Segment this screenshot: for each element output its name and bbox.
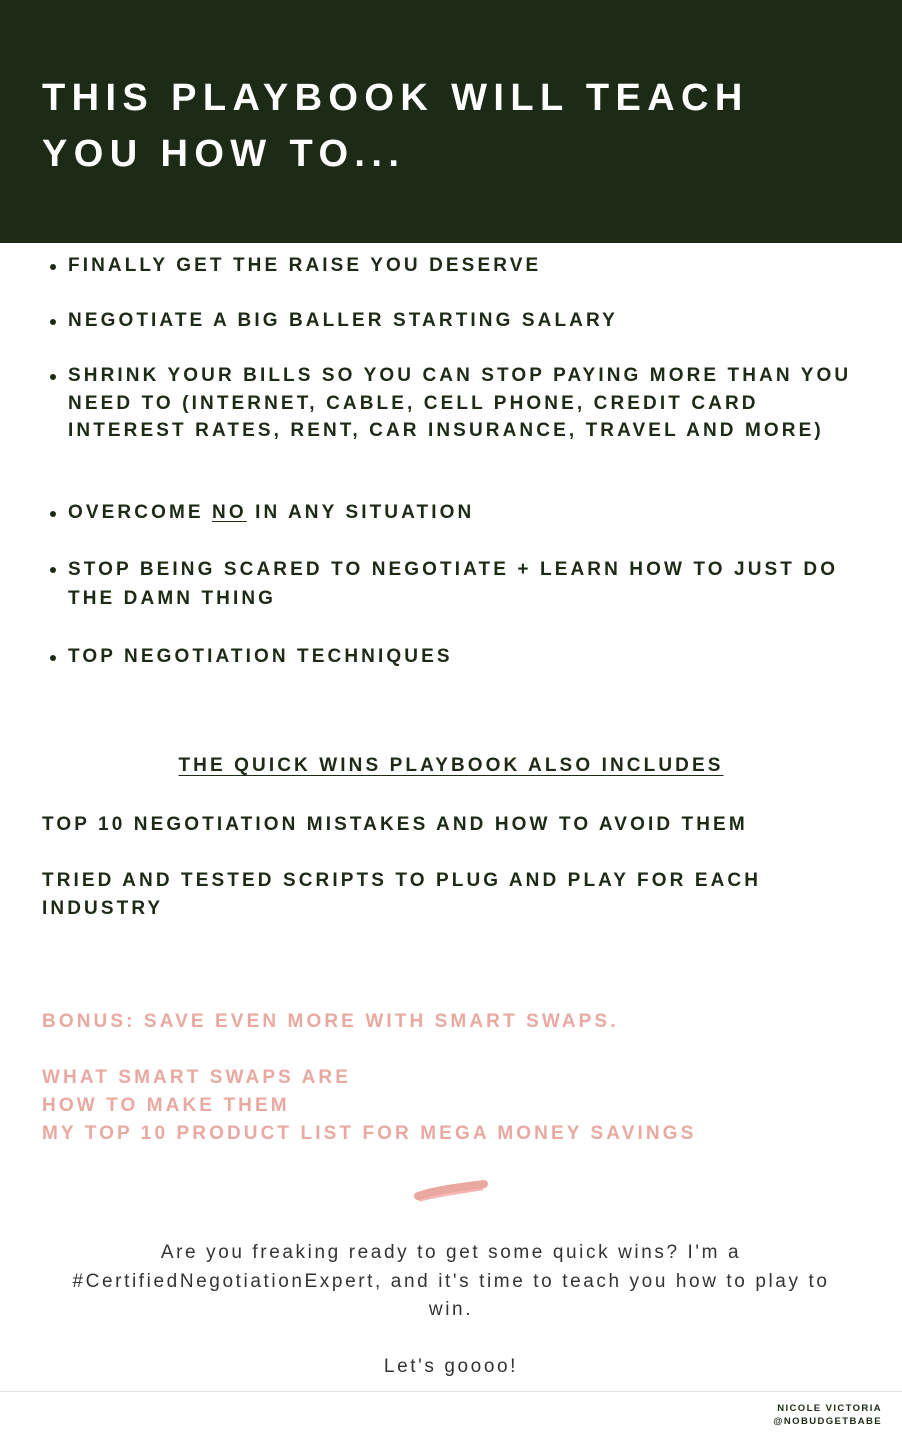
author-name: NICOLE VICTORIA — [777, 1403, 882, 1414]
list-item — [48, 362, 868, 445]
bullet-icon — [50, 264, 56, 270]
outro-signoff: Let's goooo! — [383, 1355, 519, 1377]
bullet-icon — [50, 655, 56, 661]
bullet-icon — [50, 511, 56, 517]
outro-text — [0, 1239, 902, 1381]
bonus-title: BONUS: SAVE EVEN MORE WITH SMART SWAPS. — [42, 1011, 619, 1032]
author-handle: @NOBUDGETBABE — [773, 1416, 882, 1427]
list-item-text: TOP NEGOTIATION TECHNIQUES — [68, 646, 453, 667]
list-item — [48, 252, 868, 280]
bonus-item: MY TOP 10 PRODUCT LIST FOR MEGA MONEY SAVINGS — [42, 1123, 697, 1144]
outro-paragraph: Are you freaking ready to get some quick wins? I'm a #CertifiedNegotiationExpert, and it's time to teach you how to play to win. — [72, 1242, 830, 1320]
list-item — [48, 307, 868, 335]
brush-stroke-divider — [412, 1178, 490, 1206]
list-item-text: NEGOTIATE A BIG BALLER STARTING SALARY — [68, 310, 618, 331]
list-item-text: SHRINK YOUR BILLS SO YOU CAN STOP PAYING MORE THAN YOU NEED TO (INTERNET, CABLE, CELL PHONE, CREDIT CARD INTEREST RATES, RENT, CAR INSURANCE, TRAVEL AND MORE) — [68, 365, 852, 441]
bullet-icon — [50, 319, 56, 325]
header-banner — [0, 0, 902, 243]
emphasis-no: NO — [212, 502, 247, 523]
list-item — [48, 643, 868, 671]
includes-item: TRIED AND TESTED SCRIPTS TO PLUG AND PLAY FOR EACH INDUSTRY — [42, 870, 762, 919]
list-item-text: FINALLY GET THE RAISE YOU DESERVE — [68, 255, 542, 276]
title-line-2: YOU HOW TO... — [42, 133, 406, 175]
includes-title: THE QUICK WINS PLAYBOOK ALSO INCLUDES — [178, 755, 724, 776]
bonus-item: HOW TO MAKE THEM — [42, 1095, 290, 1116]
list-item — [48, 499, 868, 527]
footer-signature — [773, 1402, 882, 1428]
list-item-text-before: OVERCOME — [68, 502, 213, 523]
list-item-text-after: IN ANY SITUATION — [246, 502, 475, 523]
bullet-icon — [50, 567, 56, 573]
page-title — [42, 70, 862, 182]
bonus-item: WHAT SMART SWAPS ARE — [42, 1067, 351, 1088]
footer-divider — [0, 1391, 902, 1392]
includes-item: TOP 10 NEGOTIATION MISTAKES AND HOW TO AVOID THEM — [42, 814, 748, 835]
title-line-1: THIS PLAYBOOK WILL TEACH — [42, 77, 749, 119]
list-item-text: STOP BEING SCARED TO NEGOTIATE + LEARN HOW TO JUST DO THE DAMN THING — [68, 559, 839, 609]
bonus-list — [42, 1064, 862, 1148]
bullet-icon — [50, 374, 56, 380]
list-item — [48, 555, 868, 613]
